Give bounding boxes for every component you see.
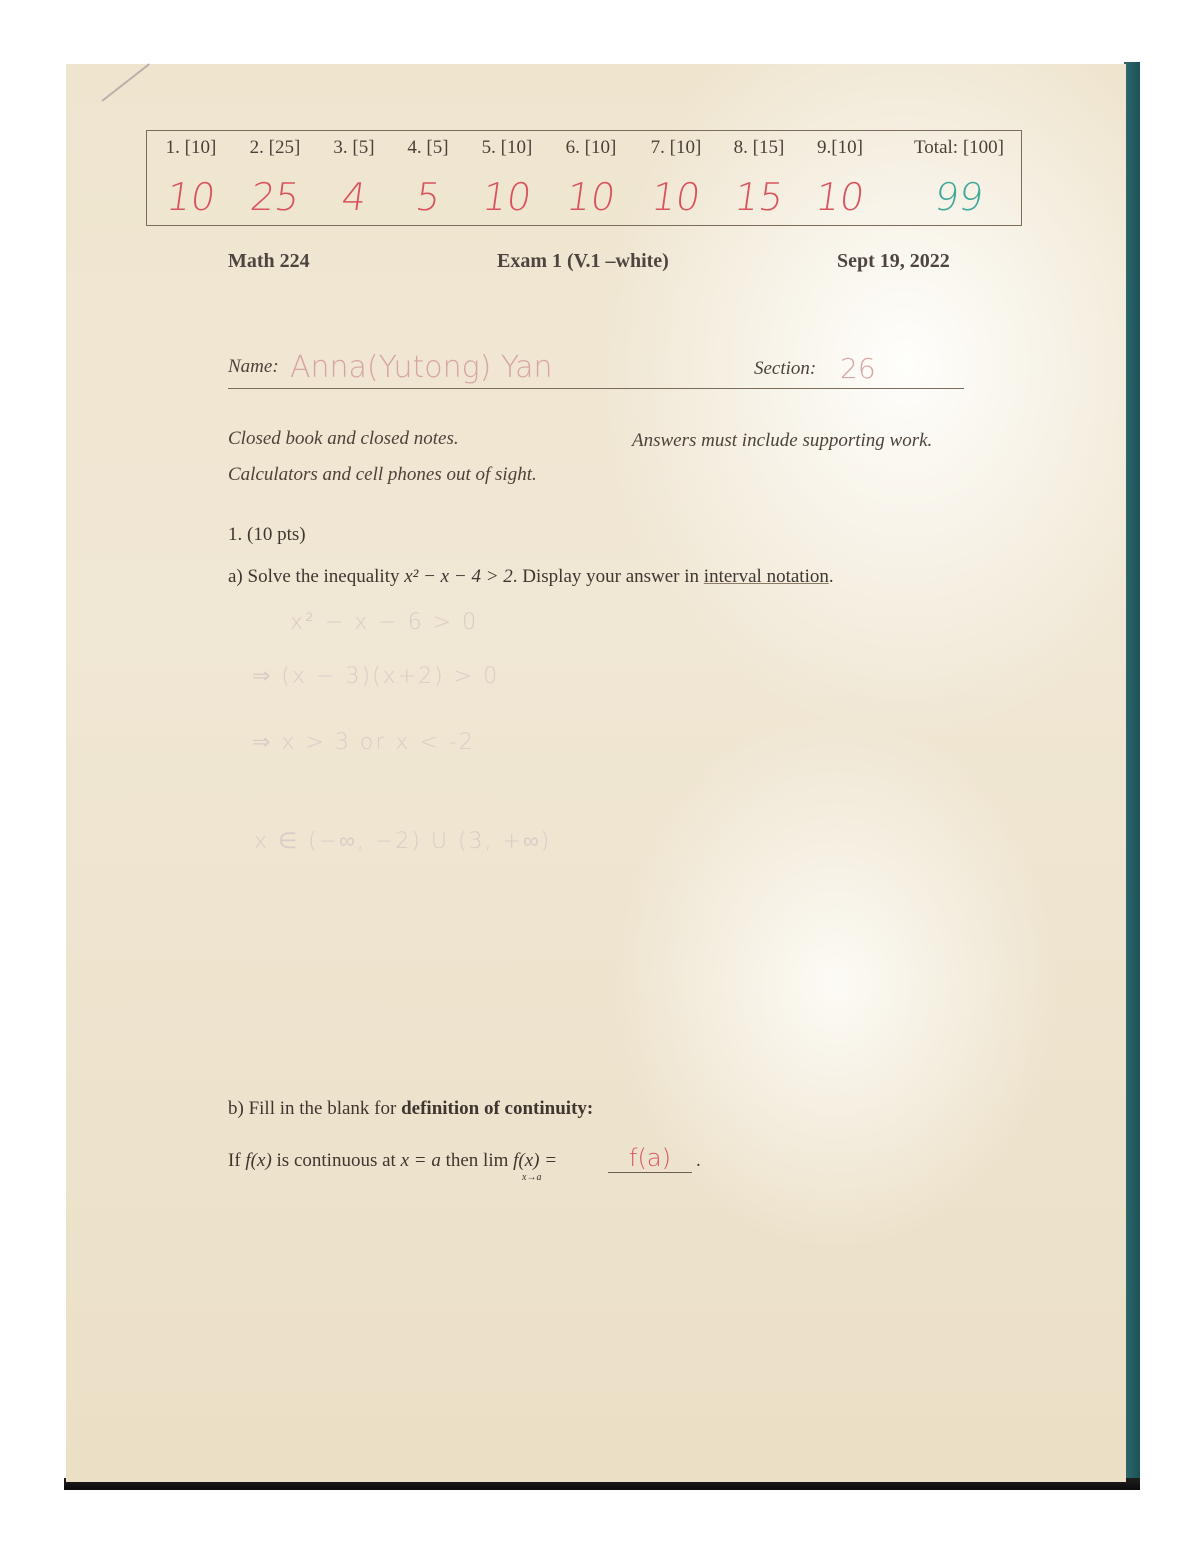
exam-title: Exam 1 (V.1 –white): [497, 250, 669, 272]
score-table: [146, 130, 1022, 226]
name-label: Name:: [228, 356, 279, 377]
check-mark: [101, 63, 150, 102]
score-header: 6. [10]: [565, 137, 617, 158]
score-header: 7. [10]: [650, 137, 702, 158]
section-label: Section:: [754, 358, 817, 379]
desk-edge-right: [1124, 62, 1140, 1488]
continuity-statement: [228, 1150, 557, 1172]
score-value: 10: [812, 175, 868, 219]
score-value: 15: [731, 175, 787, 219]
score-cell: [800, 131, 880, 225]
q1a-end: .: [828, 566, 834, 587]
work-line-2: ⇒ (x − 3)(x+2) > 0: [252, 664, 500, 689]
instruction-closed-book: Closed book and closed notes.: [228, 428, 459, 449]
stmt-fx2: f(x) =: [513, 1150, 558, 1171]
score-value: 25: [247, 175, 303, 219]
question-1b-text: [228, 1098, 593, 1120]
instruction-supporting-work: Answers must include supporting work.: [632, 430, 933, 451]
stmt-lim: lim: [483, 1150, 509, 1171]
score-value: 10: [163, 175, 219, 219]
exam-page: [66, 64, 1126, 1482]
instruction-calculators: Calculators and cell phones out of sight.: [228, 464, 537, 485]
score-value: 10: [563, 175, 619, 219]
score-header: 5. [10]: [481, 137, 533, 158]
stmt-xa: x = a: [400, 1150, 441, 1171]
score-header: 1. [10]: [165, 137, 217, 158]
continuity-answer: f(a): [608, 1144, 692, 1173]
score-header: 8. [15]: [733, 137, 785, 158]
score-value-total: 99: [931, 175, 987, 219]
stmt-continuous: is continuous at: [271, 1150, 401, 1171]
q1a-interval-notation: interval notation: [703, 566, 829, 587]
section-value: 26: [840, 352, 876, 385]
work-line-1: x² − x − 6 > 0: [290, 610, 479, 635]
question-1-title: 1. (10 pts): [228, 524, 306, 545]
score-header: 2. [25]: [249, 137, 301, 158]
course-name: Math 224: [228, 250, 310, 272]
stmt-then: then: [440, 1150, 484, 1171]
stmt-fx: f(x): [245, 1150, 272, 1171]
question-1a-text: [228, 566, 834, 588]
name-line: [228, 388, 964, 389]
q1a-prefix: a) Solve the inequality: [228, 566, 405, 587]
lim-subscript: x→a: [522, 1172, 542, 1183]
score-header: 3. [5]: [333, 137, 375, 158]
score-cell-total: [909, 131, 1009, 225]
score-header: 9.[10]: [817, 137, 863, 158]
q1a-math: x² − x − 4 > 2: [404, 566, 513, 587]
q1b-prefix: b) Fill in the blank for: [228, 1098, 402, 1119]
score-header: 4. [5]: [407, 137, 449, 158]
work-line-3: ⇒ x > 3 or x < -2: [252, 730, 475, 755]
work-line-4: x ∈ (−∞, −2) U (3, +∞): [254, 829, 552, 854]
q1b-bold: definition of continuity:: [401, 1098, 594, 1119]
score-value: 5: [412, 175, 444, 219]
statement-period: .: [696, 1150, 701, 1171]
stmt-if: If: [228, 1150, 246, 1171]
q1a-mid: . Display your answer in: [512, 566, 704, 587]
exam-date: Sept 19, 2022: [837, 250, 950, 272]
score-value: 4: [338, 175, 370, 219]
student-name: Anna(Yutong) Yan: [290, 350, 553, 385]
score-value: 10: [479, 175, 535, 219]
score-value: 10: [648, 175, 704, 219]
score-header-total: Total: [100]: [914, 137, 1004, 158]
